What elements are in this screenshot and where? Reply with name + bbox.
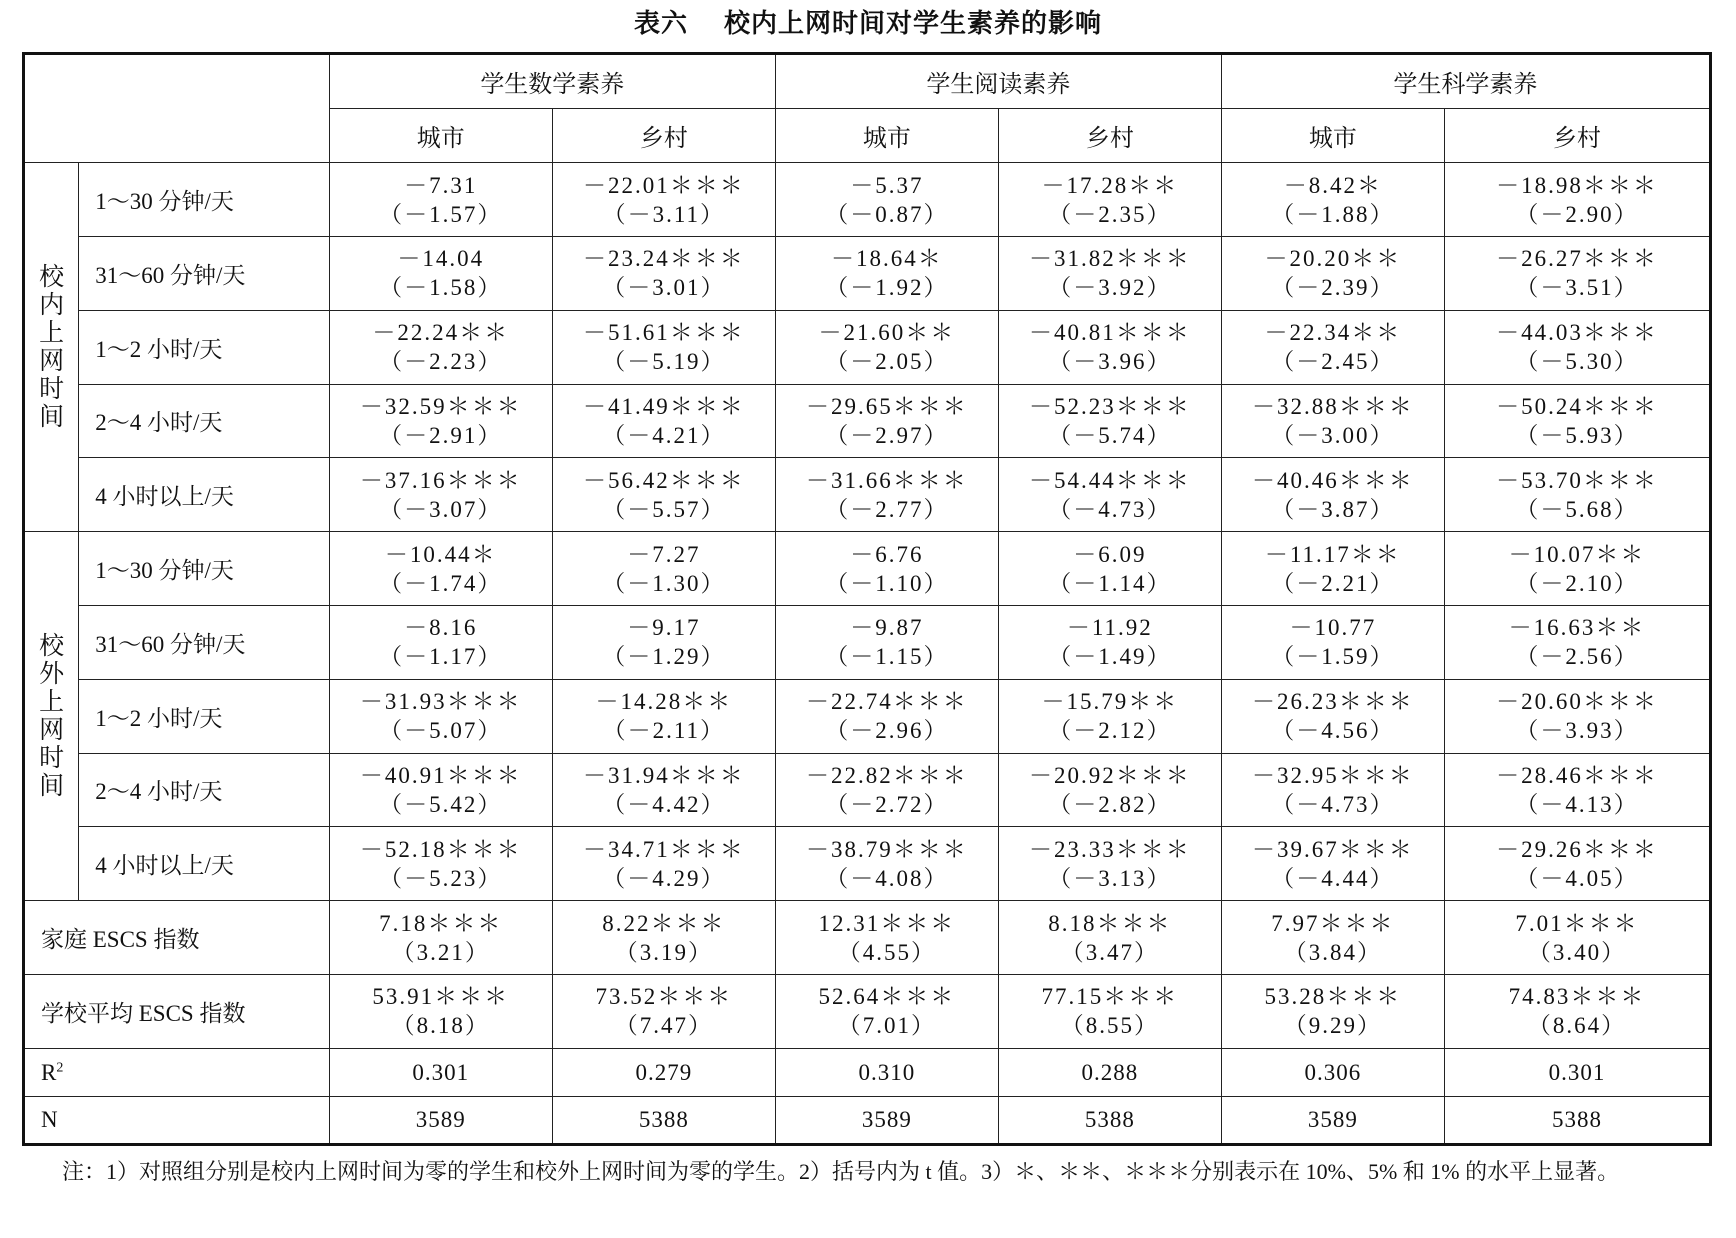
t-value: （－2.05） [825, 349, 949, 375]
t-value: （－5.68） [1515, 496, 1639, 522]
coefficient: －22.24＊＊ [372, 320, 510, 346]
coefficient: －32.95＊＊＊ [1251, 762, 1414, 788]
coef-cell [552, 901, 775, 975]
coefficient: －23.33＊＊＊ [1028, 836, 1191, 862]
coefficient: 12.31＊＊＊ [818, 910, 956, 936]
header-sub-rural: 乡村 [1444, 108, 1710, 163]
t-value: （－2.97） [825, 422, 949, 448]
coefficient: －17.28＊＊ [1041, 172, 1179, 198]
t-value: （－2.56） [1515, 644, 1639, 670]
t-value: （－5.30） [1515, 349, 1639, 375]
row-label: 1～2 小时/天 [79, 310, 330, 384]
section-label-char: 上 [39, 687, 65, 717]
coef-cell [552, 458, 775, 532]
coef-cell [329, 605, 552, 679]
t-value: （－1.10） [825, 570, 949, 596]
r-squared-row [24, 1048, 1711, 1097]
n-value: 3589 [775, 1097, 998, 1145]
n-value: 5388 [998, 1097, 1221, 1145]
coef-cell [1221, 901, 1444, 975]
coefficient: －14.04 [397, 246, 485, 272]
r-squared-value: 0.279 [552, 1048, 775, 1097]
row-label: 1～30 分钟/天 [79, 532, 330, 606]
coef-cell [552, 384, 775, 458]
coef-cell [552, 532, 775, 606]
coef-cell [998, 827, 1221, 901]
t-value: （－4.21） [602, 422, 726, 448]
coefficient: 8.18＊＊＊ [1048, 910, 1172, 936]
header-group-reading: 学生阅读素养 [775, 54, 1221, 109]
coefficient: －21.60＊＊ [818, 320, 956, 346]
coef-cell [552, 605, 775, 679]
r-squared-value: 0.310 [775, 1048, 998, 1097]
t-value: （－4.56） [1271, 718, 1395, 744]
coefficient: 7.97＊＊＊ [1271, 910, 1395, 936]
coef-cell [329, 974, 552, 1048]
coefficient: －52.18＊＊＊ [359, 836, 522, 862]
coefficient: －31.93＊＊＊ [359, 689, 522, 715]
section-label-char: 上 [39, 318, 65, 348]
coefficient: －31.82＊＊＊ [1028, 246, 1191, 272]
row-label: 31～60 分钟/天 [79, 236, 330, 310]
coefficient: －56.42＊＊＊ [582, 467, 745, 493]
coefficient: 8.22＊＊＊ [602, 910, 726, 936]
coefficient: －41.49＊＊＊ [582, 393, 745, 419]
n-value: 5388 [1444, 1097, 1710, 1145]
coefficient: －9.87 [850, 615, 924, 641]
table-row [24, 532, 1711, 606]
coefficient: －52.23＊＊＊ [1028, 393, 1191, 419]
coefficient: －32.59＊＊＊ [359, 393, 522, 419]
t-value: （－2.90） [1515, 201, 1639, 227]
section-label-char: 校 [39, 631, 65, 661]
section-label [24, 532, 79, 901]
coef-cell [329, 236, 552, 310]
t-value: （－4.73） [1271, 791, 1395, 817]
results-table [22, 52, 1712, 1146]
t-value: （－2.72） [825, 791, 949, 817]
coefficient: －23.24＊＊＊ [582, 246, 745, 272]
section-label-char: 网 [39, 715, 65, 745]
t-value: （－2.96） [825, 718, 949, 744]
coefficient: －29.65＊＊＊ [805, 393, 968, 419]
coef-cell [1221, 827, 1444, 901]
coefficient: －44.03＊＊＊ [1496, 320, 1658, 346]
n-value: 3589 [329, 1097, 552, 1145]
section-label-char: 间 [39, 771, 65, 801]
coef-cell [1444, 384, 1710, 458]
coef-cell [998, 163, 1221, 237]
r-squared-value: 0.301 [329, 1048, 552, 1097]
coefficient: －11.92 [1066, 615, 1153, 641]
coef-cell [998, 384, 1221, 458]
t-value: （－2.77） [825, 496, 949, 522]
coefficient: －18.64＊ [830, 246, 943, 272]
t-value: （－3.01） [602, 275, 726, 301]
t-value: （－4.42） [602, 791, 726, 817]
coefficient: －40.91＊＊＊ [359, 762, 522, 788]
coef-cell [1221, 679, 1444, 753]
t-value: （－2.12） [1048, 718, 1172, 744]
row-label: 1～30 分钟/天 [79, 163, 330, 237]
coefficient: －26.23＊＊＊ [1251, 689, 1414, 715]
t-value: （－4.13） [1515, 791, 1639, 817]
corner-cell [24, 54, 330, 163]
t-value: （－3.07） [379, 496, 503, 522]
coef-cell [1221, 384, 1444, 458]
coef-cell [775, 901, 998, 975]
coefficient: －26.27＊＊＊ [1496, 246, 1658, 272]
section-label [24, 163, 79, 532]
row-label: 2～4 小时/天 [79, 753, 330, 827]
coef-cell [998, 974, 1221, 1048]
t-value: （－5.74） [1048, 422, 1172, 448]
t-value: （－2.35） [1048, 201, 1172, 227]
coefficient: 7.01＊＊＊ [1515, 910, 1639, 936]
t-value: （7.47） [614, 1013, 713, 1039]
table-row [24, 236, 1711, 310]
section-label-char: 校 [39, 262, 65, 292]
section-label-char: 时 [39, 743, 65, 773]
t-value: （－2.91） [379, 422, 503, 448]
header-group-science: 学生科学素养 [1221, 54, 1710, 109]
coefficient: －6.09 [1073, 541, 1147, 567]
coefficient: －14.28＊＊ [595, 689, 733, 715]
coefficient: －51.61＊＊＊ [582, 320, 745, 346]
coef-cell [1444, 605, 1710, 679]
coefficient: 53.91＊＊＊ [372, 984, 510, 1010]
t-value: （－3.51） [1515, 275, 1639, 301]
t-value: （9.29） [1283, 1013, 1382, 1039]
table-row [24, 827, 1711, 901]
coef-cell [329, 753, 552, 827]
t-value: （－1.49） [1048, 644, 1172, 670]
coefficient: －16.63＊＊ [1508, 615, 1646, 641]
coefficient: 53.28＊＊＊ [1264, 984, 1402, 1010]
header-sub-urban: 城市 [329, 108, 552, 163]
coef-cell [552, 236, 775, 310]
t-value: （3.84） [1283, 939, 1382, 965]
n-value: 5388 [552, 1097, 775, 1145]
coef-cell [775, 605, 998, 679]
table-number: 表六 [633, 9, 688, 39]
t-value: （－2.82） [1048, 791, 1172, 817]
coefficient: －5.37 [850, 172, 924, 198]
coefficient: －50.24＊＊＊ [1496, 393, 1658, 419]
row-label: 31～60 分钟/天 [79, 605, 330, 679]
n-row [24, 1097, 1711, 1145]
t-value: （－3.93） [1515, 718, 1639, 744]
coef-cell [552, 310, 775, 384]
row-label: 4 小时以上/天 [79, 827, 330, 901]
t-value: （8.55） [1060, 1013, 1159, 1039]
coef-cell [998, 901, 1221, 975]
coef-cell [1444, 974, 1710, 1048]
coef-cell [998, 458, 1221, 532]
coefficient: －54.44＊＊＊ [1028, 467, 1191, 493]
t-value: （－0.87） [825, 201, 949, 227]
t-value: （－1.57） [379, 201, 503, 227]
coef-cell [775, 753, 998, 827]
t-value: （－1.15） [825, 644, 949, 670]
coefficient: －20.20＊＊ [1264, 246, 1402, 272]
coefficient: －31.94＊＊＊ [582, 762, 745, 788]
coef-cell [1444, 753, 1710, 827]
t-value: （－1.58） [379, 275, 503, 301]
t-value: （－2.11） [602, 718, 726, 744]
coefficient: －8.42＊ [1283, 172, 1382, 198]
t-value: （－4.73） [1048, 496, 1172, 522]
t-value: （－1.92） [825, 275, 949, 301]
t-value: （3.40） [1527, 939, 1627, 965]
coef-cell [775, 827, 998, 901]
table-row [24, 901, 1711, 975]
table-title-text: 校内上网时间对学生素养的影响 [724, 9, 1103, 39]
table-title [0, 4, 1736, 44]
t-value: （－2.10） [1515, 570, 1639, 596]
t-value: （－1.59） [1271, 644, 1395, 670]
coefficient: －11.17＊＊ [1264, 541, 1401, 567]
coef-cell [329, 679, 552, 753]
coef-cell [775, 384, 998, 458]
control-label: 家庭 ESCS 指数 [24, 901, 330, 975]
coef-cell [998, 310, 1221, 384]
coef-cell [1444, 163, 1710, 237]
t-value: （3.47） [1060, 939, 1159, 965]
coefficient: －20.92＊＊＊ [1028, 762, 1191, 788]
coefficient: －10.07＊＊ [1508, 541, 1646, 567]
t-value: （－1.74） [379, 570, 503, 596]
coefficient: 77.15＊＊＊ [1041, 984, 1179, 1010]
table-row [24, 679, 1711, 753]
coefficient: －22.74＊＊＊ [805, 689, 968, 715]
coef-cell [329, 310, 552, 384]
coef-cell [775, 236, 998, 310]
t-value: （－3.13） [1048, 865, 1172, 891]
r-squared-value: 0.306 [1221, 1048, 1444, 1097]
coef-cell [775, 679, 998, 753]
t-value: （－5.93） [1515, 422, 1639, 448]
coef-cell [998, 605, 1221, 679]
t-value: （－5.23） [379, 865, 503, 891]
table-row [24, 163, 1711, 237]
coefficient: －34.71＊＊＊ [582, 836, 745, 862]
section-label-char: 外 [39, 659, 65, 689]
t-value: （－5.42） [379, 791, 503, 817]
n-value: 3589 [1221, 1097, 1444, 1145]
coefficient: －37.16＊＊＊ [359, 467, 522, 493]
coef-cell [775, 163, 998, 237]
coef-cell [1221, 974, 1444, 1048]
t-value: （－5.19） [602, 349, 726, 375]
t-value: （8.18） [391, 1013, 490, 1039]
r-squared-label [24, 1048, 330, 1097]
coef-cell [329, 163, 552, 237]
coefficient: －7.31 [404, 172, 478, 198]
table-row [24, 458, 1711, 532]
coef-cell [775, 532, 998, 606]
section-label-char: 内 [39, 290, 65, 320]
t-value: （－3.00） [1271, 422, 1395, 448]
coefficient: －7.27 [627, 541, 701, 567]
coefficient: －29.26＊＊＊ [1496, 836, 1658, 862]
t-value: （－4.08） [825, 865, 949, 891]
coefficient: －10.77 [1289, 615, 1377, 641]
t-value: （4.55） [837, 939, 936, 965]
coef-cell [552, 974, 775, 1048]
t-value: （－3.96） [1048, 349, 1172, 375]
t-value: （7.01） [837, 1013, 936, 1039]
t-value: （－4.44） [1271, 865, 1395, 891]
coef-cell [1444, 827, 1710, 901]
coef-cell [1444, 679, 1710, 753]
coefficient: －15.79＊＊ [1041, 689, 1179, 715]
coefficient: －40.81＊＊＊ [1028, 320, 1191, 346]
header-sub-urban: 城市 [775, 108, 998, 163]
coef-cell [552, 163, 775, 237]
coef-cell [552, 679, 775, 753]
coefficient: －6.76 [850, 541, 924, 567]
coefficient: －40.46＊＊＊ [1251, 467, 1414, 493]
coef-cell [329, 384, 552, 458]
coefficient: －9.17 [627, 615, 701, 641]
t-value: （－2.39） [1271, 275, 1395, 301]
coefficient: －53.70＊＊＊ [1496, 467, 1658, 493]
header-group-math: 学生数学素养 [329, 54, 775, 109]
t-value: （－3.92） [1048, 275, 1172, 301]
r-squared-label-text: R [41, 1059, 57, 1085]
row-label: 4 小时以上/天 [79, 458, 330, 532]
coef-cell [1444, 532, 1710, 606]
coef-cell [1221, 605, 1444, 679]
coefficient: 74.83＊＊＊ [1508, 984, 1646, 1010]
table-row [24, 310, 1711, 384]
coef-cell [998, 753, 1221, 827]
coef-cell [1444, 901, 1710, 975]
t-value: （8.64） [1527, 1013, 1627, 1039]
coefficient: 7.18＊＊＊ [379, 910, 503, 936]
section-label-char: 间 [39, 402, 65, 432]
t-value: （3.19） [614, 939, 713, 965]
r-squared-superscript: 2 [56, 1059, 64, 1075]
coef-cell [1444, 236, 1710, 310]
t-value: （－3.87） [1271, 496, 1395, 522]
t-value: （－1.88） [1271, 201, 1395, 227]
coef-cell [329, 458, 552, 532]
coef-cell [1221, 753, 1444, 827]
t-value: （－4.05） [1515, 865, 1639, 891]
t-value: （－1.29） [602, 644, 726, 670]
section-label-char: 网 [39, 346, 65, 376]
header-sub-rural: 乡村 [998, 108, 1221, 163]
t-value: （－3.11） [602, 201, 726, 227]
table-row [24, 753, 1711, 827]
t-value: （－2.21） [1271, 570, 1395, 596]
coefficient: －8.16 [404, 615, 478, 641]
t-value: （－1.14） [1048, 570, 1172, 596]
coef-cell [1444, 458, 1710, 532]
header-sub-urban: 城市 [1221, 108, 1444, 163]
t-value: （－5.07） [379, 718, 503, 744]
coefficient: －31.66＊＊＊ [805, 467, 968, 493]
table-row [24, 605, 1711, 679]
coef-cell [775, 974, 998, 1048]
coefficient: －38.79＊＊＊ [805, 836, 968, 862]
coefficient: 73.52＊＊＊ [595, 984, 733, 1010]
t-value: （－2.23） [379, 349, 503, 375]
coef-cell [552, 753, 775, 827]
coef-cell [1221, 310, 1444, 384]
coefficient: －39.67＊＊＊ [1251, 836, 1414, 862]
coefficient: －32.88＊＊＊ [1251, 393, 1414, 419]
coef-cell [1221, 163, 1444, 237]
t-value: （－5.57） [602, 496, 726, 522]
coefficient: －22.82＊＊＊ [805, 762, 968, 788]
row-label: 1～2 小时/天 [79, 679, 330, 753]
table-note: 注：1）对照组分别是校内上网时间为零的学生和校外上网时间为零的学生。2）括号内为 t 值。3）＊、＊＊、＊＊＊分别表示在 10%、5% 和 1% 的水平上显著。 [62, 1159, 1620, 1184]
coefficient: －20.60＊＊＊ [1496, 689, 1658, 715]
control-label: 学校平均 ESCS 指数 [24, 974, 330, 1048]
coef-cell [1221, 236, 1444, 310]
t-value: （3.21） [391, 939, 490, 965]
coef-cell [1221, 458, 1444, 532]
coef-cell [998, 679, 1221, 753]
coef-cell [329, 827, 552, 901]
t-value: （－1.17） [379, 644, 503, 670]
t-value: （－1.30） [602, 570, 726, 596]
row-label: 2～4 小时/天 [79, 384, 330, 458]
coefficient: －22.34＊＊ [1264, 320, 1402, 346]
coefficient: －28.46＊＊＊ [1496, 762, 1658, 788]
t-value: （－4.29） [602, 865, 726, 891]
r-squared-value: 0.288 [998, 1048, 1221, 1097]
section-label-char: 时 [39, 374, 65, 404]
coef-cell [998, 532, 1221, 606]
header-sub-rural: 乡村 [552, 108, 775, 163]
coef-cell [329, 532, 552, 606]
table-row [24, 974, 1711, 1048]
coef-cell [775, 458, 998, 532]
coefficient: －22.01＊＊＊ [582, 172, 745, 198]
coefficient: －10.44＊ [384, 541, 497, 567]
coefficient: 52.64＊＊＊ [818, 984, 956, 1010]
coef-cell [775, 310, 998, 384]
coef-cell [1444, 310, 1710, 384]
n-label: N [24, 1097, 330, 1145]
coef-cell [329, 901, 552, 975]
header-row-groups [24, 54, 1711, 109]
coefficient: －18.98＊＊＊ [1496, 172, 1658, 198]
coef-cell [552, 827, 775, 901]
coef-cell [998, 236, 1221, 310]
table-row [24, 384, 1711, 458]
t-value: （－2.45） [1271, 349, 1395, 375]
coef-cell [1221, 532, 1444, 606]
r-squared-value: 0.301 [1444, 1048, 1710, 1097]
